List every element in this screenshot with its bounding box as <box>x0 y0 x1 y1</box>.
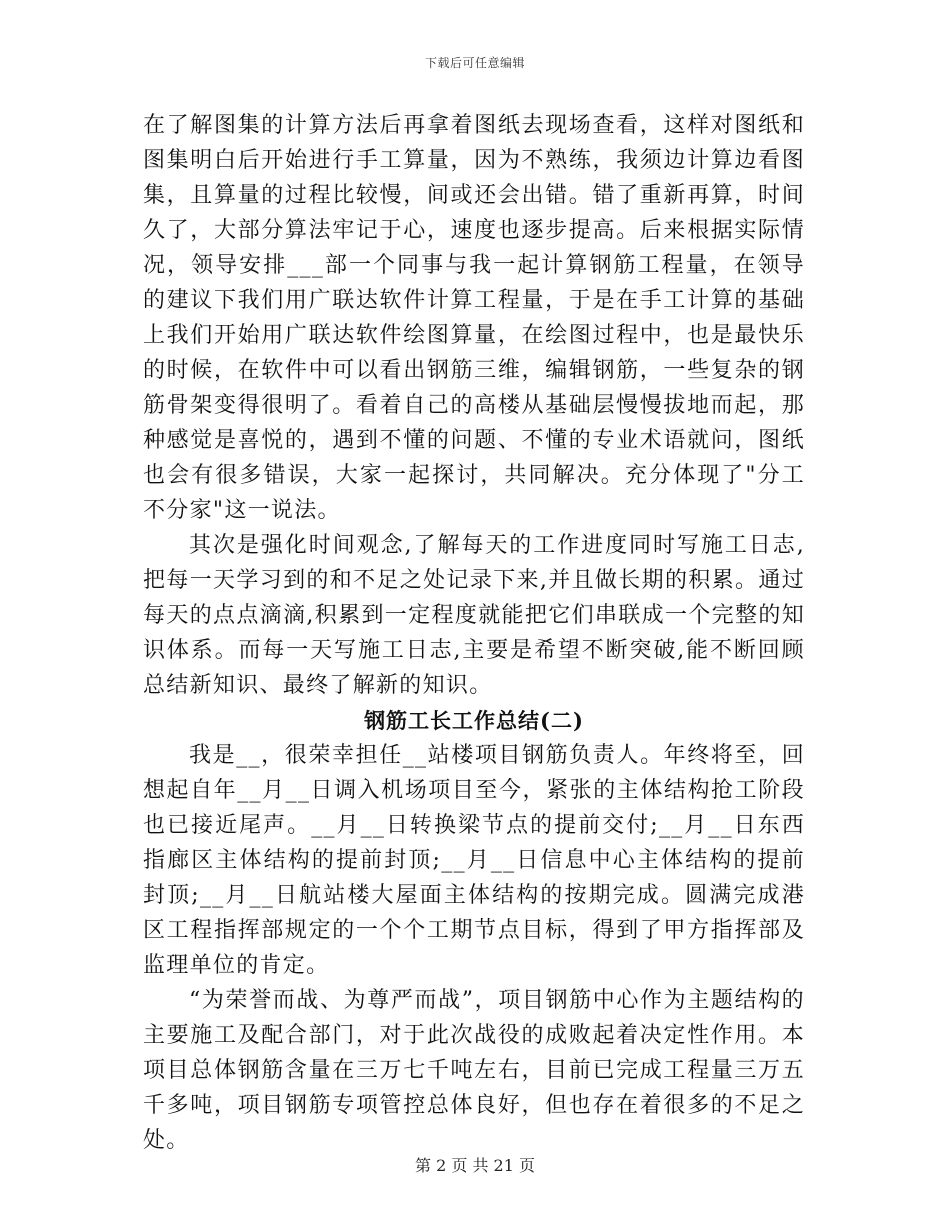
page-header: 下载后可任意编辑 <box>424 56 525 70</box>
document-body <box>143 108 805 1158</box>
paragraph-time-management: 其次是强化时间观念,了解每天的工作进度同时写施工日志,把每一天学习到的和不足之处记录下来,并且做长期的积累。通过每天的点点滴滴,积累到一定程度就能把它们串联成一个完整的知识体系。而每一天写施工日志,主要是希望不断突破,能不断回顾总结新知识、最终了解新的知识。 <box>143 533 805 698</box>
paragraph-continued: 在了解图集的计算方法后再拿着图纸去现场查看，这样对图纸和图集明白后开始进行手工算量，因为不熟练，我须边计算边看图集，且算量的过程比较慢，间或还会出错。错了重新再算，时间久了，大部分算法牢记于心，速度也逐步提高。后来根据实际情况，领导安排___部一个同事与我一起计算钢筋工程量，在领导的建议下我们用广联达软件计算工程量，于是在手工计算的基础上我们开始用广联达软件绘图算量，在绘图过程中，也是最快乐的时候，在软件中可以看出钢筋三维，编辑钢筋，一些复杂的钢筋骨架变得很明了。看着自己的高楼从基础层慢慢拔地而起，那种感觉是喜悦的，遇到不懂的问题、不懂的专业术语就问，图纸也会有很多错误，大家一起探讨，共同解决。充分体现了"分工不分家"这一说法。 <box>143 113 805 523</box>
section-title: 钢筋工长工作总结(二) <box>364 708 584 733</box>
paragraph-introduction: 我是__，很荣幸担任__站楼项目钢筋负责人。年终将至，回想起自年__月__日调入机场项目至今，紧张的主体结构抢工阶段也已接近尾声。__月__日转换梁节点的提前交付;__月__日东西指廊区主体结构的提前封顶;__月__日信息中心主体结构的提前封顶;__月__日航站楼大屋面主体结构的按期完成。圆满完成港区工程指挥部规定的一个个工期节点目标，得到了甲方指挥部及监理单位的肯定。 <box>143 743 805 978</box>
paragraph-battle-slogan: “为荣誉而战、为尊严而战”，项目钢筋中心作为主题结构的主要施工及配合部门，对于此次战役的成败起着决定性作用。本项目总体钢筋含量在三万七千吨左右，目前已完成工程量三万五千多吨，项目钢筋专项管控总体良好，但也存在着很多的不足之处。 <box>143 988 805 1153</box>
page-footer: 第 2 页 共 21 页 <box>415 1156 535 1175</box>
